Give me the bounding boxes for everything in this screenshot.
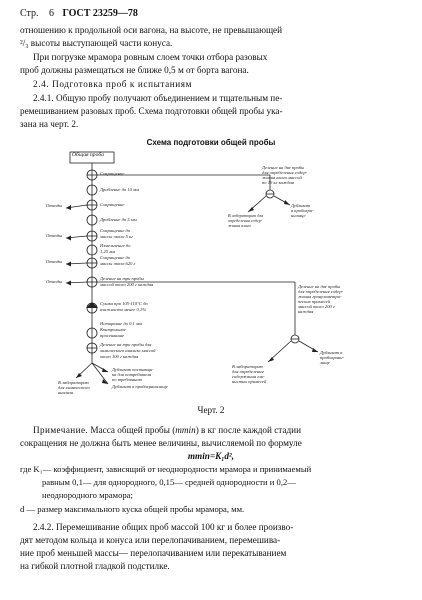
step-11-label-c: около 100 г каждая: [100, 354, 139, 359]
branch3-left-2: для химического: [58, 385, 90, 390]
step-9-label-b: влажности менее 0,1%: [100, 307, 147, 312]
diagram-title: Схема подготовки общей пробы: [146, 138, 276, 147]
branch2-left-1: В лабораторию: [232, 364, 263, 369]
branch2-right-2: пробохрани-: [320, 355, 345, 360]
branch3-mid-2: ка для потребителя: [112, 372, 152, 377]
step-11-label-a: Деление на три пробы для: [100, 342, 152, 347]
branch1-right-2: в пробохра-: [291, 208, 314, 213]
p2-line-3: ние проб меньшей массы— перелопачиванием или перекатыванием: [20, 548, 287, 558]
branch2-left-3: содержания гли-: [232, 374, 265, 379]
page-header: [20, 8, 138, 19]
step-3-label: Сокращение: [100, 202, 125, 207]
branch1-left-3: жания влаги: [228, 223, 251, 228]
branch1-text-a2: для определения содер-: [262, 170, 308, 175]
branch1-text-a4: по 10 кг каждая: [262, 180, 294, 185]
note-text-2: ) в кг после каждой стадии: [195, 425, 302, 435]
branch2-text-a2: для определения содер-: [298, 289, 344, 294]
step-6-label-a: Измельчение до: [100, 243, 131, 248]
note-mmin: mmin: [175, 425, 196, 435]
step-7-label-b: массы около 620 г: [100, 261, 136, 266]
branch1-right-1: Дубликат: [291, 203, 311, 208]
note-prefix: Примечание.: [33, 425, 89, 435]
waste-label-3: Отходы: [46, 259, 63, 264]
p2-line-4: на гибкой плотной гладкой подстилке.: [20, 561, 170, 571]
intro-line-1: отношению к продольной оси вагона, на высоте, не превышающей: [20, 25, 283, 35]
branch1-left-1: В лабораторию для: [228, 213, 264, 218]
intro-line-3: При погрузке мрамора ровным слоем точки отбора разовых: [33, 52, 268, 62]
branch1-text-a1: Деление на две пробы: [262, 165, 305, 170]
intro-line-4: проб должны размещаться не ближе 0,5 м от борта вагона.: [20, 65, 249, 75]
p2-line-1: 2.4.2. Перемешивание общих проб массой 100 кг и более произво-: [33, 522, 294, 532]
note-k1-line-3: неоднородного мрамора;: [42, 490, 133, 500]
waste-label-1: Отходы: [46, 203, 63, 208]
step-10-label-a: Истирание до 0,1 мм: [100, 321, 142, 326]
step-5-label-b: массы около 5 кг: [100, 234, 133, 239]
figure-label: Черт. 2: [197, 405, 225, 415]
step-6-label-b: 1,25 мм: [100, 249, 116, 254]
branch3-mid-3: по требованию: [112, 377, 142, 382]
step-8-label-b: массой около 200 г каждая: [100, 282, 154, 287]
p2-line-2: дят методом кольца и конуса или перелопачиванием, перемешива-: [20, 535, 281, 545]
step-10-label-b: Контрольное: [100, 327, 126, 332]
branch3-mid-1: Дубликат поставщи-: [112, 367, 154, 372]
note-line-2: сокращения не должна быть менее величины, вычисляемой по формуле: [20, 438, 302, 448]
branch2-text-a6: каждая: [298, 309, 314, 314]
step-10-label-c: просеивание: [100, 333, 125, 338]
section-p1-line-1: 2.4.1. Общую пробу получают объединением и тщательным пе-: [33, 93, 283, 103]
section-heading: 2.4. Подготовка проб к испытаниям: [33, 79, 193, 89]
note-formula: mmin=K₁d²,: [187, 451, 235, 461]
section-p1-line-2: ремешиванием разовых проб. Схема подготовки общей пробы ука-: [20, 106, 283, 116]
waste-label-2: Отходы: [46, 233, 63, 238]
waste-label-4: Отходы: [46, 279, 63, 284]
branch2-left-2: для определения: [232, 369, 264, 374]
note-k1-line-1: где K₁— коэффициент, зависящий от неоднородности мрамора и принимаемый: [20, 464, 312, 474]
branch2-right-1: Дубликат в: [320, 350, 343, 355]
standard-code: ГОСТ 23259—78: [62, 8, 138, 19]
step-8-label-a: Деление на три пробы: [100, 276, 144, 281]
step-2-label: Дробление до 10 мм: [100, 187, 139, 192]
start-box-label: Общая проба: [72, 152, 104, 158]
branch3-left-1: В лабораторию: [58, 380, 89, 385]
branch2-right-3: лище: [320, 360, 330, 365]
branch1-right-3: нилище: [291, 213, 306, 218]
step-7-label-a: Сокращение до: [100, 255, 131, 260]
section-p1-line-3: зана на черт. 2.: [20, 119, 79, 129]
step-5-label-a: Сокращение до: [100, 228, 131, 233]
branch2-text-a4: ческих примесей: [298, 299, 330, 304]
intro-line-2: ²/₃ высоты выступающей части конуса.: [20, 38, 173, 48]
step-1-label: Сокращение: [100, 171, 125, 176]
note-text-1: Масса общей пробы (: [90, 425, 176, 435]
branch2-text-a3: жания гранулометри-: [298, 294, 342, 299]
step-4-label: Дробление до 5 мм: [100, 217, 137, 222]
page-label: Стр.: [20, 8, 39, 19]
branch2-left-4: нистых примесей: [232, 379, 267, 384]
step-11-label-b: химического анализа массой: [100, 348, 156, 353]
flowchart: [0, 150, 422, 400]
branch2-text-a5: массой около 200 г: [298, 304, 335, 309]
note-d-line: d — размер максимального куска общей пробы мрамора, мм.: [20, 504, 245, 514]
step-9-label-a: Сушка при 105-110°С до: [100, 301, 148, 306]
branch3-left-3: анализа: [58, 390, 74, 395]
branch3-bottom-1: Дубликат в пробохранилище: [112, 384, 168, 389]
branch2-text-a1: Деление на две пробы: [298, 284, 341, 289]
branch1-text-a3: жания влаги массой: [262, 175, 302, 180]
note-line-1: [33, 424, 301, 437]
page-number: 6: [49, 8, 55, 19]
branch1-left-2: определения содер-: [228, 218, 263, 223]
note-k1-line-2: равным 0,1— для однородного, 0,15— средней однородности и 0,2—: [42, 477, 296, 487]
